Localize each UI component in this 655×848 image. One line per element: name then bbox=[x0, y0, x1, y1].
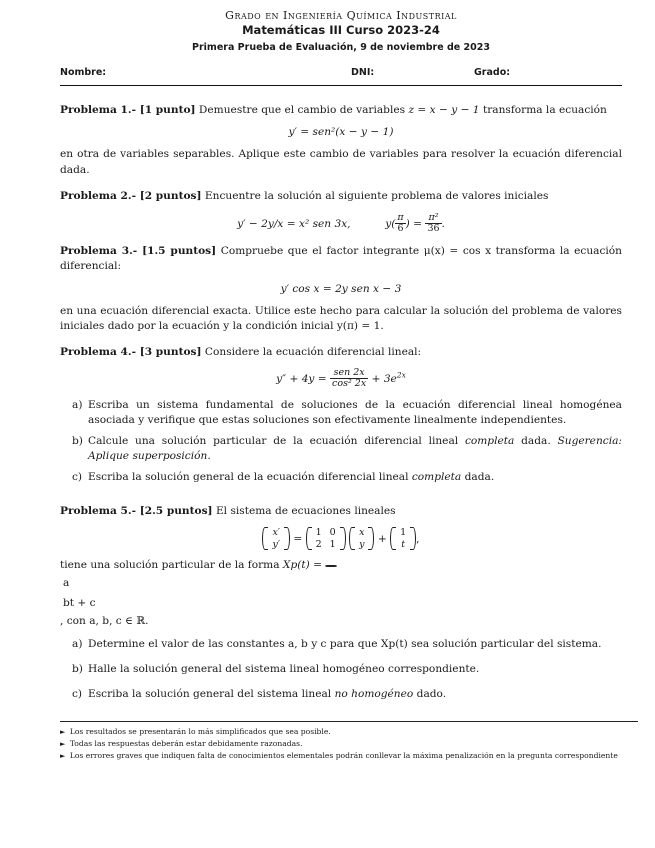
ode-fraction-den: cos² 2x bbox=[332, 378, 367, 390]
state-y: y bbox=[359, 538, 365, 550]
problem-3 bbox=[60, 244, 622, 333]
forcing-vector bbox=[390, 527, 416, 551]
problem-2 bbox=[60, 189, 622, 235]
ode-fraction-num: sen 2x bbox=[330, 368, 368, 379]
ic-left: y( bbox=[385, 217, 396, 230]
problem-4-equation bbox=[60, 368, 622, 390]
footnote-text: Todas las respuestas deberán estar debidamente razonadas. bbox=[69, 739, 303, 749]
item-label: c) bbox=[72, 470, 83, 483]
matrix-cell: 2 bbox=[315, 538, 322, 550]
forcing-1: 1 bbox=[400, 526, 407, 538]
problem-5-statement bbox=[60, 504, 622, 519]
footnotes bbox=[60, 721, 638, 763]
problem-3-text-b: en una ecuación diferencial exacta. Utilice este hecho para calcular la solución del problema de valores iniciales dado por la ecuación y la condición inicial y(π) = 1. bbox=[60, 304, 622, 332]
coefficient-matrix bbox=[306, 527, 346, 551]
problem-1-title: Problema 1.- [1 punto] bbox=[60, 104, 196, 117]
system-comma: , bbox=[416, 532, 420, 545]
list-item bbox=[60, 637, 622, 652]
student-id-row bbox=[60, 66, 622, 80]
item-hint: Sugerencia: Aplique superposición. bbox=[88, 434, 622, 462]
footnote-text: Los errores graves que indiquen falta de conocimientos elementales podrán conllevar la máxima penalización en la pregunta correspondiente bbox=[69, 751, 618, 761]
problem-4-statement bbox=[60, 345, 622, 360]
exam-header bbox=[60, 8, 622, 54]
exam-title: Primera Prueba de Evaluación, 9 de noviembre de 2023 bbox=[192, 41, 490, 53]
ode-left: y″ + 4y = bbox=[276, 372, 327, 385]
list-item bbox=[60, 662, 622, 677]
problem-2-text: Encuentre la solución al siguiente problema de valores iniciales bbox=[204, 189, 549, 202]
bullet-triangle-icon: ► bbox=[60, 728, 66, 736]
ode-exponent: 2x bbox=[396, 370, 406, 380]
problem-4-items bbox=[60, 398, 622, 485]
item-text-b: dado. bbox=[416, 687, 447, 700]
equals-sign: = bbox=[293, 532, 303, 545]
item-text: Determine el valor de las constantes a, b y c para que Xp(t) sea solución particular del sistema. bbox=[88, 637, 602, 650]
forcing-t: t bbox=[401, 538, 406, 550]
lhs-vector bbox=[262, 527, 290, 551]
problem-3-text: Compruebe que el factor integrante μ(x) = cos x transforma la ecuación diferencial: bbox=[60, 245, 622, 273]
problem-5-text-c: , con a, b, c ∈ ℝ. bbox=[60, 614, 149, 627]
problem-5-particular bbox=[60, 558, 622, 573]
problem-1 bbox=[60, 103, 622, 177]
item-text: Escriba la solución general de la ecuación diferencial lineal bbox=[88, 470, 409, 483]
list-item bbox=[60, 687, 622, 702]
problem-5-text-b: tiene una solución particular de la forma bbox=[60, 559, 280, 572]
lhs-x: x′ bbox=[272, 526, 280, 538]
item-text-b: dada. bbox=[464, 470, 495, 483]
problem-4 bbox=[60, 345, 622, 485]
particular-a: a bbox=[63, 577, 70, 590]
item-emphasis: completa bbox=[411, 470, 462, 483]
dni-label: DNI: bbox=[351, 67, 375, 79]
problem-3-statement bbox=[60, 244, 622, 274]
ode-right: + 3e bbox=[371, 372, 397, 385]
problem-1-statement bbox=[60, 103, 622, 118]
item-emphasis: completa bbox=[464, 434, 515, 447]
problem-1-text: Demuestre que el cambio de variables bbox=[198, 104, 406, 117]
problem-4-text: Considere la ecuación diferencial lineal: bbox=[204, 345, 422, 358]
footnote bbox=[60, 726, 638, 738]
list-item bbox=[60, 398, 622, 428]
change-of-variables: z = x − y − 1 bbox=[408, 104, 480, 117]
item-text-b: dada. bbox=[521, 434, 551, 447]
bullet-triangle-icon: ► bbox=[60, 752, 66, 761]
problem-1-equation: y′ = sen²(x − y − 1) bbox=[288, 126, 394, 139]
matrix-cell: 0 bbox=[329, 526, 336, 538]
matrix-cell: 1 bbox=[329, 538, 336, 550]
lhs-y: y′ bbox=[272, 538, 280, 550]
problem-2-equation bbox=[60, 213, 622, 235]
ic-arg-fraction bbox=[395, 213, 405, 235]
degree-title: Grado en Ingeniería Química Industrial bbox=[225, 9, 457, 22]
problem-5-items bbox=[60, 637, 622, 702]
item-text: Halle la solución general del sistema lineal homogéneo correspondiente. bbox=[88, 662, 480, 675]
item-label: c) bbox=[72, 687, 83, 700]
problem-5-text: El sistema de ecuaciones lineales bbox=[215, 504, 396, 517]
course-title: Matemáticas III Curso 2023-24 bbox=[242, 22, 440, 37]
particular-btc: bt + c bbox=[63, 596, 96, 609]
item-label: a) bbox=[72, 398, 83, 411]
problem-2-title: Problema 2.- [2 puntos] bbox=[60, 189, 202, 202]
ic-arg-den: 6 bbox=[397, 223, 404, 235]
item-text: Escriba la solución general del sistema lineal bbox=[88, 687, 332, 700]
problem-5-system bbox=[60, 527, 622, 551]
item-text: Calcule una solución particular de la ecuación diferencial lineal bbox=[88, 434, 459, 447]
problem-3-title: Problema 3.- [1.5 puntos] bbox=[60, 245, 217, 258]
particular-solution-symbol: Xp(t) = bbox=[282, 559, 322, 572]
problem-2-ode: y′ − 2y/x = x² sen 3x, bbox=[237, 217, 351, 230]
footnote bbox=[60, 750, 638, 762]
name-label: Nombre: bbox=[60, 67, 107, 79]
ic-mid: ) = bbox=[405, 217, 423, 230]
group-label: Grado: bbox=[474, 67, 511, 79]
state-vector bbox=[349, 527, 374, 551]
header-divider bbox=[60, 85, 622, 86]
list-item bbox=[60, 434, 622, 464]
bullet-triangle-icon: ► bbox=[60, 740, 66, 749]
problem-5-title: Problema 5.- [2.5 puntos] bbox=[60, 504, 213, 517]
item-label: b) bbox=[72, 434, 83, 447]
problem-4-title: Problema 4.- [3 puntos] bbox=[60, 345, 202, 358]
item-text: Escriba un sistema fundamental de soluciones de la ecuación diferencial lineal homogénea asociada y verifique que estas soluciones son efectivamente linealmente independientes. bbox=[88, 398, 622, 426]
problem-1-text-b: transforma la ecuación bbox=[482, 104, 607, 117]
ic-arg-num: π bbox=[397, 211, 404, 223]
matrix-cell: 1 bbox=[315, 526, 322, 538]
list-item bbox=[60, 470, 622, 485]
ic-value-num: π² bbox=[425, 213, 441, 224]
item-label: b) bbox=[72, 662, 83, 675]
ic-end: . bbox=[441, 217, 445, 230]
ic-value-fraction bbox=[425, 213, 441, 235]
ic-value-den: 36 bbox=[427, 223, 440, 235]
problem-5 bbox=[60, 504, 622, 702]
item-label: a) bbox=[72, 637, 83, 650]
exam-page bbox=[60, 8, 622, 708]
plus-sign: + bbox=[377, 532, 387, 545]
problem-3-equation: y′ cos x = 2y sen x − 3 bbox=[280, 282, 402, 295]
footnote-text: Los resultados se presentarán lo más simplificados que sea posible. bbox=[69, 727, 331, 736]
item-emphasis: no homogéneo bbox=[334, 687, 414, 700]
ode-fraction bbox=[330, 368, 368, 390]
problem-1-text-c: en otra de variables separables. Aplique este cambio de variables para resolver la ecuación diferencial dada. bbox=[60, 148, 622, 176]
state-x: x bbox=[359, 526, 365, 538]
footnote bbox=[60, 738, 638, 750]
problem-2-statement bbox=[60, 189, 622, 204]
